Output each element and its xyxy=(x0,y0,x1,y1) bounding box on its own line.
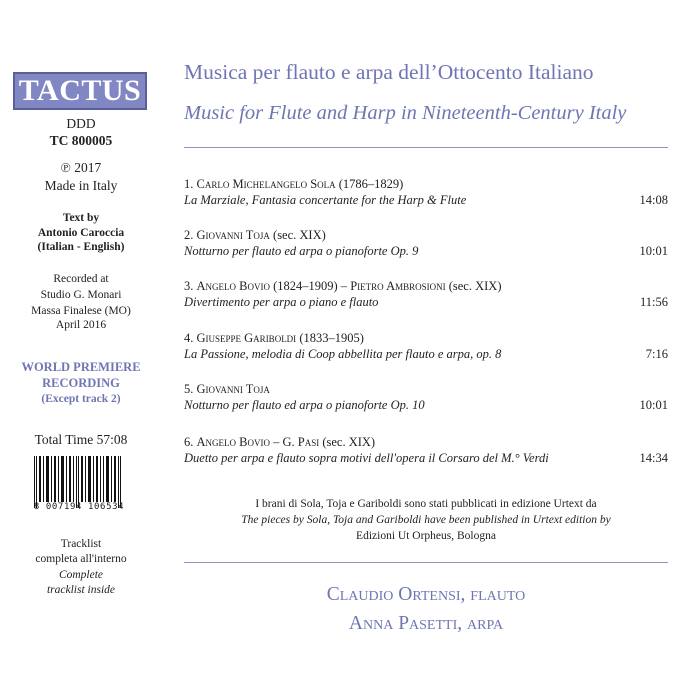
track-piece: La Marziale, Fantasia concertante for the Harp & Flute xyxy=(184,193,467,207)
track-time: 10:01 xyxy=(639,244,668,258)
catalog-number: TC 800005 xyxy=(49,133,113,148)
performer-harp: Anna Pasetti, arpa xyxy=(348,613,504,634)
track-4 xyxy=(184,330,668,362)
track-time: 7:16 xyxy=(645,347,668,361)
made-in: Made in Italy xyxy=(44,178,118,193)
performer-flute: Claudio Ortensi, flauto xyxy=(326,584,526,605)
track-dates: (sec. XIX) xyxy=(273,228,326,242)
track-number: 6. xyxy=(184,435,194,449)
divider-bottom xyxy=(184,562,668,563)
track-number: 1. xyxy=(184,177,194,191)
track-piece: La Passione, melodia di Coop abbellita per flauto e arpa, op. 8 xyxy=(184,347,502,361)
track-piece: Duetto per arpa e flauto sopra motivi dell'opera il Corsaro del M.° Verdi xyxy=(184,451,549,465)
recorded-date: April 2016 xyxy=(55,319,107,331)
premiere-line1: WORLD PREMIERE xyxy=(21,360,141,374)
tactus-logo: TACTUS xyxy=(13,72,147,110)
text-by-label: Text by xyxy=(62,212,100,224)
track-dates: (1833–1905) xyxy=(299,331,364,345)
track-composer: Angelo Bovio – xyxy=(196,435,280,449)
ddd-label: DDD xyxy=(66,116,96,131)
track-5 xyxy=(184,381,668,413)
text-by-lang: (Italian - English) xyxy=(37,241,125,253)
track-dates: (1786–1829) xyxy=(338,177,404,191)
track-number: 3. xyxy=(184,279,194,293)
track-composer: Carlo Michelangelo Sola xyxy=(196,177,336,191)
track-number: 5. xyxy=(184,382,194,396)
track-3 xyxy=(184,278,668,310)
barcode-number: 8 007194 106534 xyxy=(33,502,125,512)
album-title-italian: Musica per flauto e arpa dell’Ottocento Italiano xyxy=(184,60,594,84)
recorded-studio: Studio G. Monari xyxy=(40,289,122,301)
urtext-publisher: Edizioni Ut Orpheus, Bologna xyxy=(356,530,496,542)
tracklist-line4: tracklist inside xyxy=(46,584,116,596)
track-piece: Notturno per flauto ed arpa o pianoforte Op. 9 xyxy=(184,244,419,258)
tracklist-line1: Tracklist xyxy=(60,538,102,550)
tracklist-line3: Complete xyxy=(58,569,104,581)
divider-top xyxy=(184,147,668,148)
track-time: 14:08 xyxy=(639,193,668,207)
track-composer: Giovanni Toja xyxy=(196,382,270,396)
track-6 xyxy=(184,434,668,466)
track-time: 10:01 xyxy=(639,398,668,412)
track-piece: Divertimento per arpa o piano e flauto xyxy=(184,295,379,309)
track-dates: (1824–1909) – xyxy=(273,279,348,293)
tracklist-line2: completa all'interno xyxy=(35,553,127,565)
track-composer: Giovanni Toja xyxy=(196,228,270,242)
track-composer: Angelo Bovio xyxy=(196,279,270,293)
track-number: 2. xyxy=(184,228,194,242)
text-by-name: Antonio Caroccia xyxy=(37,227,125,239)
urtext-note-italian: I brani di Sola, Toja e Gariboldi sono stati pubblicati in edizione Urtext da xyxy=(255,498,597,510)
premiere-line3: (Except track 2) xyxy=(41,393,121,405)
track-composer-2: Pietro Ambrosioni xyxy=(350,279,446,293)
track-composer: Giuseppe Gariboldi xyxy=(196,331,297,345)
total-time: Total Time 57:08 xyxy=(34,432,128,447)
recorded-place: Massa Finalese (MO) xyxy=(31,305,131,317)
track-time: 14:34 xyxy=(639,451,668,465)
track-dates-2: (sec. XIX) xyxy=(448,279,502,293)
track-2 xyxy=(184,227,668,259)
label-column xyxy=(0,0,180,700)
recorded-at: Recorded at xyxy=(53,273,109,285)
album-title-english: Music for Flute and Harp in Nineteenth-Century Italy xyxy=(184,102,627,124)
track-1 xyxy=(184,176,668,208)
track-number: 4. xyxy=(184,331,194,345)
premiere-line2: RECORDING xyxy=(42,376,120,390)
track-piece: Notturno per flauto ed arpa o pianoforte Op. 10 xyxy=(184,398,425,412)
track-composer-2: G. Pasi xyxy=(282,435,320,449)
track-time: 11:56 xyxy=(639,295,668,309)
phonogram-year: ℗ 2017 xyxy=(60,160,102,175)
urtext-note-english: The pieces by Sola, Toja and Gariboldi have been published in Urtext edition by xyxy=(241,514,611,526)
track-dates-2: (sec. XIX) xyxy=(322,435,376,449)
